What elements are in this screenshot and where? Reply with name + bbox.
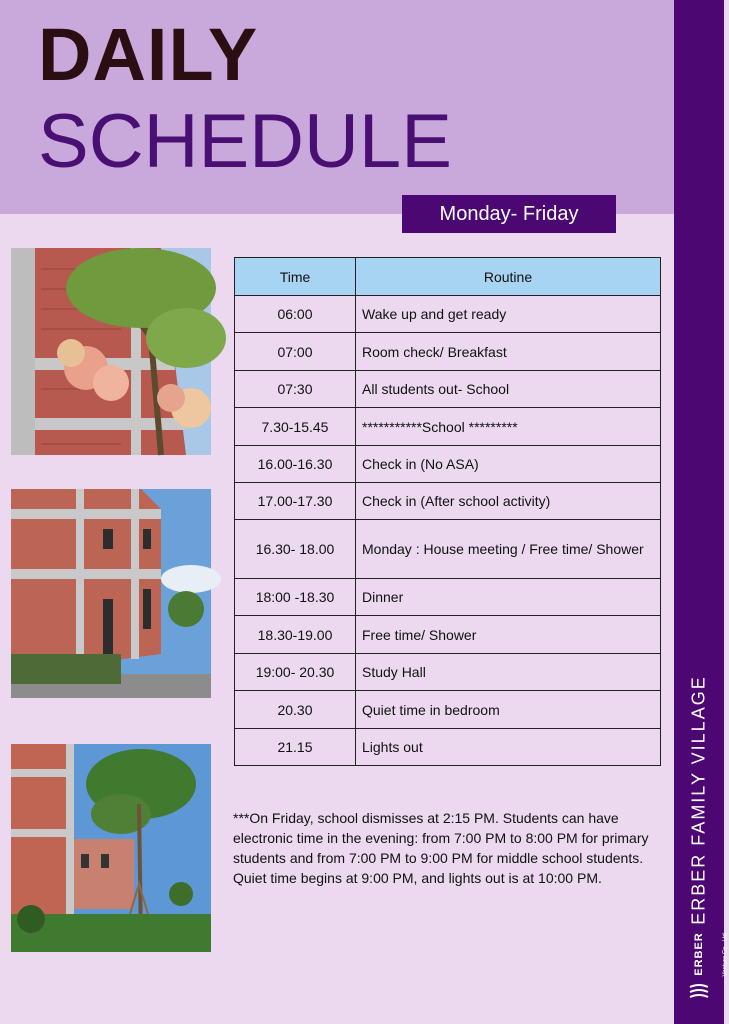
day-range-badge: Monday- Friday: [402, 195, 616, 233]
table-row: [235, 483, 661, 520]
table-row: [235, 333, 661, 371]
schedule-table: [234, 257, 661, 766]
row-time: 07:00: [235, 333, 356, 371]
row-time: 16.00-16.30: [235, 446, 356, 483]
photo-building-tree: [11, 248, 211, 455]
row-routine: Wake up and get ready: [356, 296, 661, 333]
row-time: 19:00- 20.30: [235, 654, 356, 691]
row-time: 18.30-19.00: [235, 616, 356, 654]
table-row: [235, 371, 661, 408]
erber-logo: [686, 930, 729, 1004]
row-routine: Study Hall: [356, 654, 661, 691]
row-routine: Dinner: [356, 579, 661, 616]
table-row: [235, 579, 661, 616]
table-row: [235, 408, 661, 446]
row-routine: Lights out: [356, 729, 661, 766]
header-band: [0, 0, 674, 214]
row-routine: Check in (After school activity): [356, 483, 661, 520]
row-routine: Check in (No ASA): [356, 446, 661, 483]
logo-lines-icon: [688, 984, 710, 1000]
row-time: 07:30: [235, 371, 356, 408]
row-time: 06:00: [235, 296, 356, 333]
table-row: [235, 446, 661, 483]
table-row: [235, 691, 661, 729]
table-row: [235, 616, 661, 654]
row-routine: All students out- School: [356, 371, 661, 408]
logo-word: ERBER: [693, 932, 705, 976]
row-routine: Quiet time in bedroom: [356, 691, 661, 729]
row-routine: ***********School *********: [356, 408, 661, 446]
title-schedule: SCHEDULE: [38, 99, 452, 184]
side-bar: [674, 0, 729, 1024]
row-time: 16.30- 18.00: [235, 520, 356, 579]
row-routine: Free time/ Shower: [356, 616, 661, 654]
table-row: [235, 296, 661, 333]
row-time: 18:00 -18.30: [235, 579, 356, 616]
table-row: [235, 654, 661, 691]
row-time: 21.15: [235, 729, 356, 766]
table-row: [235, 520, 661, 579]
header-time: Time: [235, 258, 356, 296]
title-daily: DAILY: [38, 13, 259, 96]
table-header-row: [235, 258, 661, 296]
friday-note: ***On Friday, school dismisses at 2:15 PM. Students can have electronic time in the evening: from 7:00 PM to 8:00 PM for primary students and from 7:00 PM to 9:00 PM for middle school students. Quiet time begins at 9:00 PM, and lights out is at 10:00 PM.: [233, 810, 649, 886]
row-time: 20.30: [235, 691, 356, 729]
photo-tree-courtyard: [11, 744, 211, 952]
row-routine: Monday : House meeting / Free time/ Shower: [356, 520, 661, 579]
vertical-village-title: ERBER FAMILY VILLAGE: [688, 675, 709, 925]
table-row: [235, 729, 661, 766]
row-time: 7.30-15.45: [235, 408, 356, 446]
photo-brick-building: [11, 489, 211, 698]
row-routine: Room check/ Breakfast: [356, 333, 661, 371]
logo-subtext: Venture Co., Ltd.: [722, 931, 729, 977]
header-routine: Routine: [356, 258, 661, 296]
row-time: 17.00-17.30: [235, 483, 356, 520]
